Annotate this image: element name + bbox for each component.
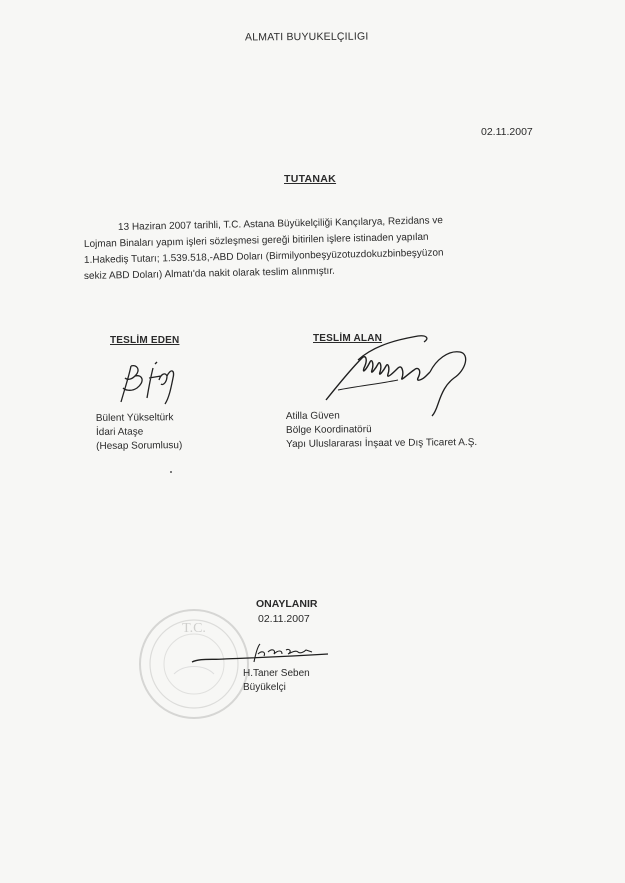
ambassador-block <box>243 667 310 695</box>
teslim-alan-title: Bölge Koordinatörü <box>285 424 372 436</box>
teslim-alan-name: Atilla Güven <box>285 410 340 423</box>
teslim-eden-title: İdari Ataşe <box>95 426 144 438</box>
embassy-header: ALMATI BUYUKELÇILIGI <box>244 30 369 44</box>
document-date: 02.11.2007 <box>481 126 533 138</box>
teslim-eden-label: TESLİM EDEN <box>110 335 180 346</box>
body-line-1: 13 Haziran 2007 tarihli, T.C. Astana Büyükelçiliği Kançılarya, Rezidans ve <box>117 215 444 233</box>
teslim-alan-company: Yapı Uluslararası İnşaat ve Dış Ticaret A.Ş. <box>286 436 478 450</box>
approval-date: 02.11.2007 <box>258 613 310 625</box>
body-line-3: 1.Hakediş Tutarı; 1.539.518,-ABD Doları (Birmilyonbeşyüzotuzdokuzbinbeşyüzon <box>83 247 444 266</box>
teslim-alan-label: TESLİM ALAN <box>313 333 383 344</box>
document-title: TUTANAK <box>284 173 337 185</box>
stray-mark <box>170 471 172 473</box>
seal-text: T.C. <box>182 621 206 636</box>
teslim-eden-block <box>96 411 183 454</box>
body-line-4: sekiz ABD Doları) Almatı'da nakit olarak teslim alınmıştır. <box>83 265 335 282</box>
teslim-eden-signature <box>115 358 195 408</box>
teslim-alan-signature <box>318 330 478 420</box>
teslim-alan-block <box>286 408 477 452</box>
body-line-2: Lojman Binaları yapım işleri sözleşmesi gereği bitirilen işlere istinaden yapılan <box>83 231 429 250</box>
teslim-eden-role: (Hesap Sorumlusu) <box>96 440 183 452</box>
ambassador-name: H.Taner Seben <box>243 668 310 679</box>
approval-label: ONAYLANIR <box>256 598 318 610</box>
ambassador-position: Büyükelçi <box>243 682 286 693</box>
teslim-eden-name: Bülent Yükseltürk <box>95 412 174 425</box>
